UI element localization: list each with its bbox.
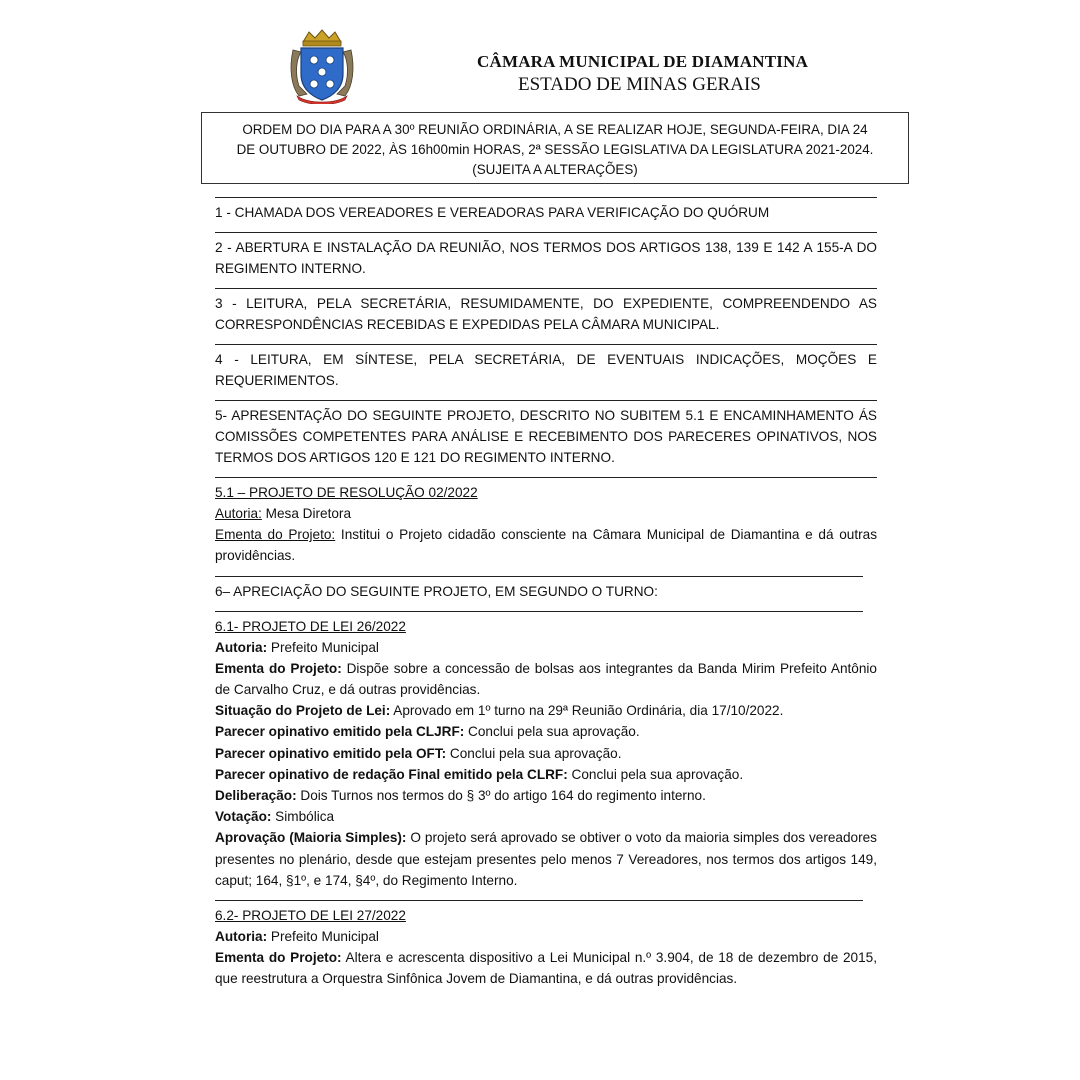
ementa-label: Ementa do Projeto:: [215, 660, 342, 676]
parecer-cljrf-value: Conclui pela sua aprovação.: [464, 724, 640, 740]
parecer-clrf-value: Conclui pela sua aprovação.: [567, 766, 744, 782]
section-6-1-deliberacao: [215, 785, 877, 806]
agenda-item-5: 5- APRESENTAÇÃO DO SEGUINTE PROJETO, DESCRITO NO SUBITEM 5.1 E ENCAMINHAMENTO ÁS COMISSÕES COMPETENTES PARA ANÁLISE E RECEBIMENTO DOS PARECERES OPINATIVOS, NOS TERMOS DOS ARTIGOS 120 E 121 DO REGIMENTO INTERNO.: [215, 408, 877, 465]
parecer-oft-label: Parecer opinativo emitido pela OFT:: [215, 745, 447, 761]
ementa-label: Ementa do Projeto:: [215, 950, 342, 966]
parecer-cljrf-label: Parecer opinativo emitido pela CLJRF:: [215, 724, 465, 740]
agenda-item-3: 3 - LEITURA, PELA SECRETÁRIA, RESUMIDAMENTE, DO EXPEDIENTE, COMPREENDENDO AS CORRESPONDÊNCIAS RECEBIDAS E EXPEDIDAS PELA CÂMARA MUNICIPAL.: [215, 296, 877, 332]
section-6-1-parecer-clrf: [215, 764, 877, 785]
divider: [215, 400, 877, 401]
agenda-heading-line-1: ORDEM DO DIA PARA A 30º REUNIÃO ORDINÁRIA, A SE REALIZAR HOJE, SEGUNDA-FEIRA, DIA 24: [242, 122, 868, 137]
divider: [215, 197, 877, 198]
autoria-value: Prefeito Municipal: [267, 929, 379, 945]
section-6-1-votacao: [215, 806, 877, 827]
ementa-label: Ementa do Projeto:: [215, 527, 336, 543]
parecer-clrf-label: Parecer opinativo de redação Final emitido pela CLRF:: [215, 766, 568, 782]
autoria-value: Mesa Diretora: [261, 506, 352, 521]
divider: [215, 344, 877, 345]
institution-name: CÂMARA MUNICIPAL DE DIAMANTINA: [477, 52, 809, 71]
autoria-label: Autoria:: [215, 929, 268, 945]
section-6-1-parecer-oft: [215, 743, 877, 764]
agenda-heading-line-3: (SUJEITA A ALTERAÇÕES): [472, 162, 638, 177]
state-name: ESTADO DE MINAS GERAIS: [518, 74, 761, 95]
agenda-heading-line-2: DE OUTUBRO DE 2022, ÀS 16h00min HORAS, 2ª SESSÃO LEGISLATIVA DA LEGISLATURA 2021-2024.: [236, 142, 874, 157]
situacao-value: Aprovado em 1º turno na 29ª Reunião Ordinária, dia 17/10/2022.: [390, 703, 784, 719]
divider: [215, 288, 877, 289]
section-6-1-autoria: [215, 637, 877, 658]
situacao-label: Situação do Projeto de Lei:: [215, 703, 391, 719]
agenda-item-6: 6– APRECIAÇÃO DO SEGUINTE PROJETO, EM SEGUNDO O TURNO:: [215, 583, 658, 599]
divider: [215, 477, 877, 478]
ementa-value: Altera e acrescenta dispositivo a Lei Municipal n.º 3.904, de 18 de dezembro de 2015, que reestrutura a Orquestra Sinfônica Jovem de Diamantina, e dá outras providências.: [215, 950, 878, 987]
aprovacao-value: O projeto será aprovado se obtiver o voto da maioria simples dos vereadores presentes no plenário, desde que estejam presentes pelo menos 7 Vereadores, nos termos dos artigos 149, caput; 164, §1º, e 174, §4º, do Regimento Interno.: [215, 830, 877, 888]
letterhead: [287, 28, 887, 108]
votacao-label: Votação:: [215, 809, 272, 825]
agenda-item-1: 1 - CHAMADA DOS VEREADORES E VEREADORAS PARA VERIFICAÇÃO DO QUÓRUM: [215, 205, 770, 220]
aprovacao-label: Aprovação (Maioria Simples):: [215, 830, 407, 846]
parecer-oft-value: Conclui pela sua aprovação.: [446, 745, 622, 761]
section-6-2-ementa: [215, 947, 877, 989]
section-5-1-autoria: [215, 503, 877, 524]
section-6-1-situacao: [215, 700, 877, 721]
divider: [215, 232, 877, 233]
section-6-1-aprovacao: [215, 827, 877, 891]
votacao-value: Simbólica: [271, 809, 335, 825]
section-6-1-ementa: [215, 658, 877, 700]
autoria-label: Autoria:: [215, 639, 268, 655]
coat-of-arms-icon: [287, 28, 357, 104]
section-6-1-title: 6.1- PROJETO DE LEI 26/2022: [215, 618, 406, 634]
autoria-label: Autoria:: [215, 506, 262, 521]
deliberacao-label: Deliberação:: [215, 788, 297, 804]
agenda-heading-box: [201, 112, 909, 184]
section-6-2-title: 6.2- PROJETO DE LEI 27/2022: [215, 908, 406, 924]
divider: [215, 576, 863, 577]
ementa-value: Dispõe sobre a concessão de bolsas aos integrantes da Banda Mirim Prefeito Antônio de Carvalho Cruz, e dá outras providências.: [215, 660, 877, 698]
agenda-body: [215, 188, 877, 990]
section-5-1-title: 5.1 – PROJETO DE RESOLUÇÃO 02/2022: [215, 485, 478, 500]
section-6-2-autoria: [215, 926, 877, 947]
autoria-value: Prefeito Municipal: [267, 639, 379, 655]
divider: [215, 900, 863, 901]
divider: [215, 611, 863, 612]
ementa-value: Institui o Projeto cidadão consciente na Câmara Municipal de Diamantina e dá outras providências.: [215, 527, 878, 564]
section-6-1-parecer-cljrf: [215, 721, 877, 742]
agenda-item-4: 4 - LEITURA, EM SÍNTESE, PELA SECRETÁRIA, DE EVENTUAIS INDICAÇÕES, MOÇÕES E REQUERIMENTOS.: [215, 352, 877, 388]
section-5-1-ementa: [215, 524, 877, 566]
deliberacao-value: Dois Turnos nos termos do § 3º do artigo 164 do regimento interno.: [296, 788, 706, 804]
agenda-item-2: 2 - ABERTURA E INSTALAÇÃO DA REUNIÃO, NOS TERMOS DOS ARTIGOS 138, 139 E 142 A 155-A DO REGIMENTO INTERNO.: [215, 240, 877, 276]
